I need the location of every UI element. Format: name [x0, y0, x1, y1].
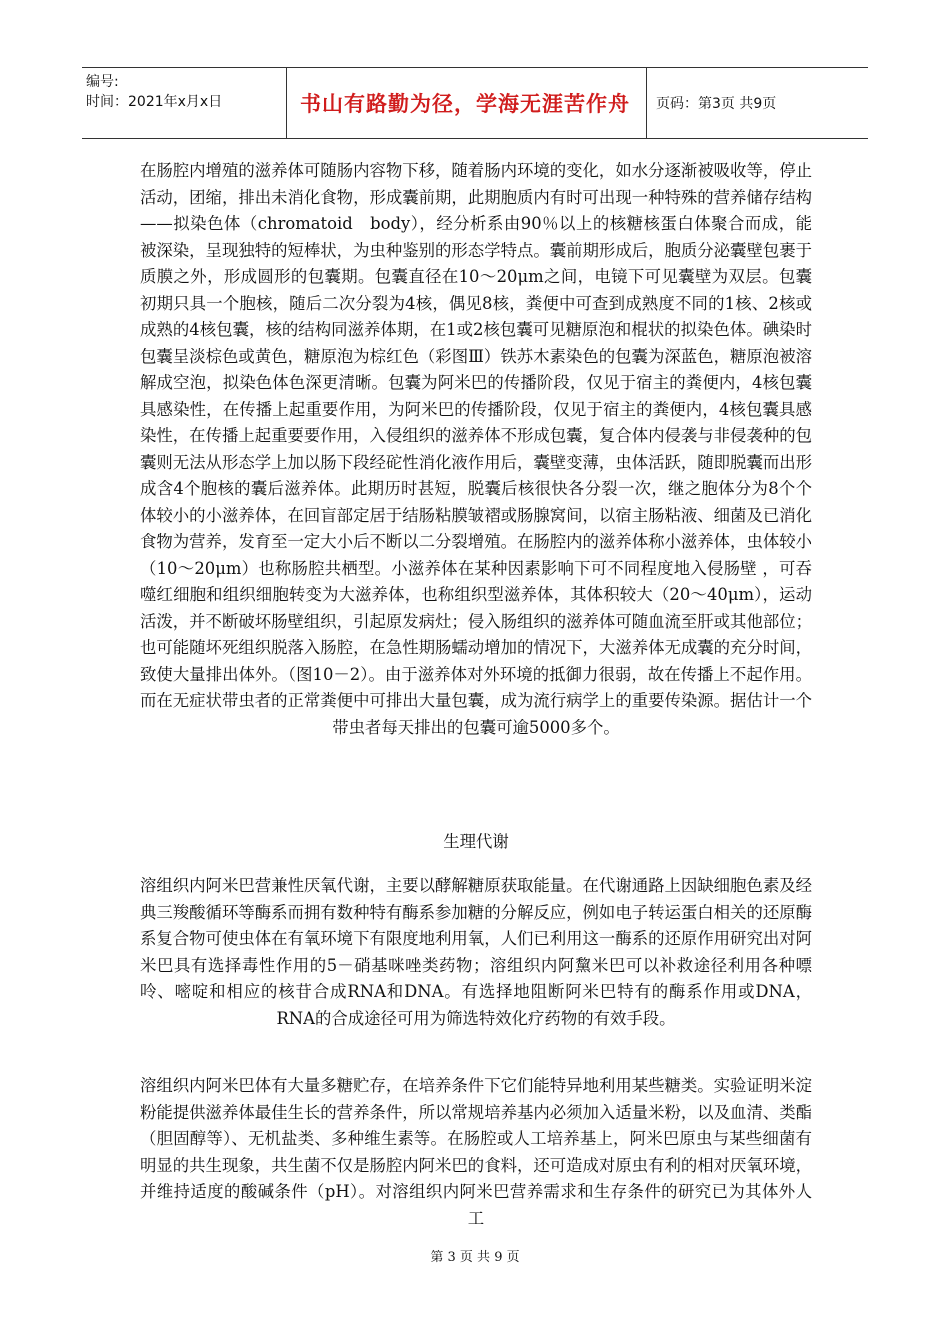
- page-footer: [0, 1246, 950, 1265]
- doc-time-label: 时间：2021年x月x日: [86, 94, 223, 110]
- doc-number-label: 编号:: [86, 74, 119, 90]
- body-paragraph-3: 溶组织内阿米巴体有大量多糖贮存，在培养条件下它们能特异地利用某些糖类。实验证明米淀粉能提供滋养体最佳生长的营养条件，所以常规培养基内必须加入适量米粉，以及血清、类酯（胆固醇等）、无机盐类、多种维生素等。在肠腔或人工培养基上，阿米巴原虫与某些细菌有明显的共生现象，共生菌不仅是肠腔内阿米巴的食料，还可造成对原虫有利的相对厌氧环境，并维持适度的酸碱条件（pH）。对溶组织内阿米巴营养需求和生存条件的研究已为其体外人工: [140, 1076, 813, 1228]
- body-paragraph-2: 溶组织内阿米巴营兼性厌氧代谢，主要以酵解糖原获取能量。在代谢通路上因缺细胞色素及经典三羧酸循环等酶系而拥有数种特有酶系参加糖的分解反应，例如电子转运蛋白相关的还原酶系复合物可使虫体在有氧环境下有限度地利用氧，人们已利用这一酶系的还原作用研究出对阿米巴具有选择毒性作用的5－硝基咪唑类药物；溶组织内阿黧米巴可以补救途径利用各种嘌呤、嘧啶和相应的核苷合成RNA和DNA。有选择地阻断阿米巴特有的酶系作用或DNA，RNA的合成途径可用为筛选特效化疗药物的有效手段。: [140, 876, 813, 1028]
- header-page-label: 页码：第3页 共9页: [656, 96, 777, 112]
- footer-page-number: 第 3 页 共 9 页: [430, 1250, 520, 1265]
- section-title: 生理代谢: [443, 832, 509, 851]
- header-info-cell: [82, 68, 287, 138]
- body-paragraph-1: 在肠腔内增殖的滋养体可随肠内容物下移，随着肠内环境的变化，如水分逐渐被吸收等，停止活动，团缩，排出未消化食物，形成囊前期，此期胞质内有时可出现一种特殊的营养储存结构 ——拟染色体（chromatoid body），经分析系由90％以上的核糖核蛋白体聚合而成，能被深染，呈现独特的短棒状，为虫种鉴别的形态学特点。囊前期形成后，胞质分泌囊壁包裹于质膜之外，形成圆形的包囊期。包囊直径在10～20μm之间，电镜下可见囊壁为双层。包囊初期只具一个胞核，随后二次分裂为4核，偶见8核，粪便中可查到成熟度不同的1核、2核或成熟的4核包囊，核的结构同滋养体期，在1或2核包囊可见糖原泡和棍状的拟染色体。碘染时包囊呈淡棕色或黄色，糖原泡为棕红色（彩图Ⅲ）铁苏木素染色的包囊为深蓝色，糖原泡被溶解成空泡，拟染色体色深更清晰。包囊为阿米巴的传播阶段，仅见于宿主的粪便内，4核包囊具感染性，在传播上起重要作用，为阿米巴的传播阶段，仅见于宿主的粪便内，4核包囊具感染性，在传播上起重要要作用，入侵组织的滋养体不形成包囊，复合体内侵袭与非侵袭种的包囊则无法从形态学上加以肠下段经砣性消化液作用后，囊壁变薄，虫体活跃，随即脱囊而出形成含4个胞核的囊后滋养体。此期历时甚短，脱囊后核很快各分裂一次，继之胞体分为8个个体较小的小滋养体，在回盲部定居于结肠粘膜皱褶或肠腺窝间，以宿主肠粘液、细菌及已消化食物为营养，发育至一定大小后不断以二分裂增殖。在肠腔内的滋养体称小滋养体，虫体较小（10～20μm）也称肠腔共栖型。小滋养体在某种因素影响下可不同程度地入侵肠壁 ，可吞噬红细胞和组织细胞转变为大滋养体，也称组织型滋养体，其体积较大（20～40μm），运动活泼，并不断破坏肠壁组织，引起原发病灶；侵入肠组织的滋养体可随血流至肝或其他部位；也可能随坏死组织脱落入肠腔，在急性期肠蠕动增加的情况下，大滋养体无成囊的充分时间，致使大量排出体外。（图10－2）。由于滋养体对外环境的抵御力很弱，故在传播上不起作用。而在无症状带虫者的正常粪便中可排出大量包囊，成为流行病学上的重要传染源。据估计一个带虫者每天排出的包囊可逾5000多个。: [140, 161, 845, 737]
- page-header: [82, 67, 868, 139]
- header-motto: 书山有路勤为径，学海无涯苦作舟: [284, 68, 647, 138]
